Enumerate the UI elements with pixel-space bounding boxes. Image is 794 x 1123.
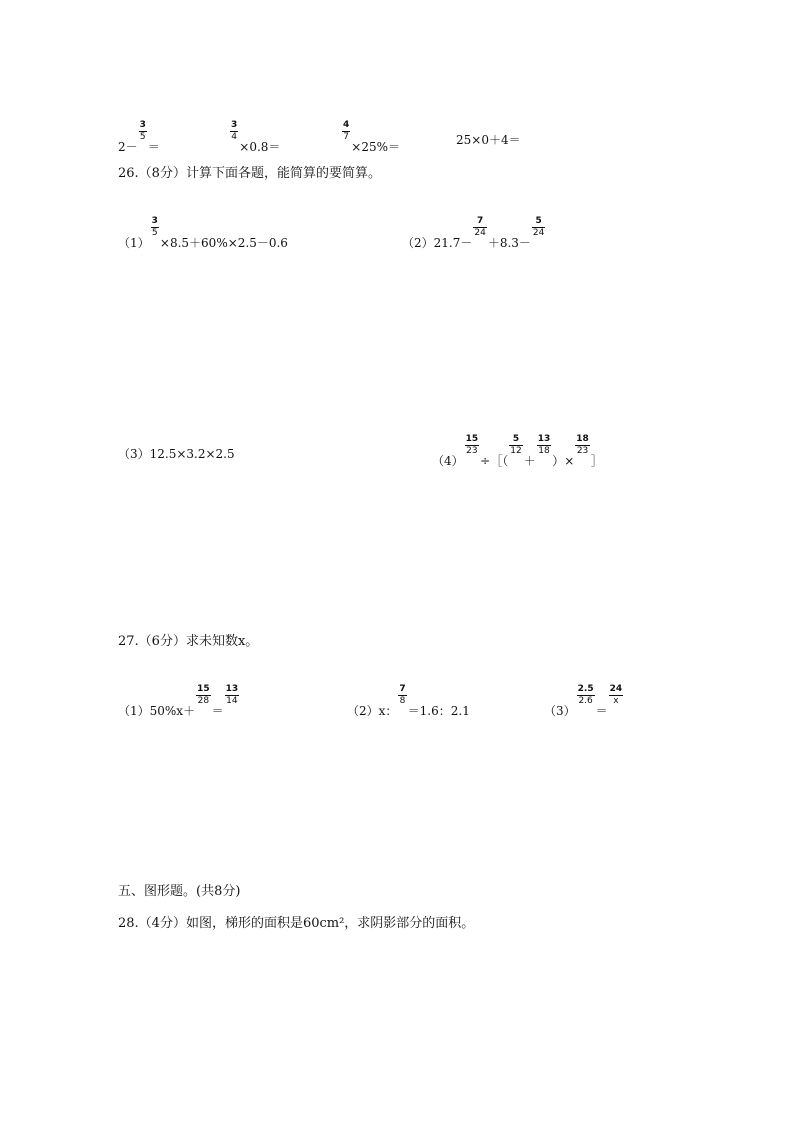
fraction: $\frac{7}{8}$ xyxy=(399,684,406,706)
q26-title: 26.（8分）计算下面各题，能简算的要简算。 xyxy=(118,166,381,181)
q26-part1: （1） $\frac{3}{5}$ ×8.5＋60%×2.5－0.6 xyxy=(118,216,288,250)
oral-item-1-suffix: ＝ xyxy=(147,140,160,154)
q27-title: 27.（6分）求未知数x。 xyxy=(118,634,259,649)
q27-part1: （1）50%x＋ $\frac{15}{28}$ ＝ $\frac{13}{14}$ xyxy=(118,684,239,718)
oral-item-3-suffix: ×25%＝ xyxy=(351,140,400,154)
q28-title: 28.（4分）如图，梯形的面积是60cm²，求阴影部分的面积。 xyxy=(118,916,475,931)
oral-item-1 xyxy=(118,120,160,155)
q26-part2: （2）21.7－ $\frac{7}{24}$ ＋8.3－ $\frac{5}{24}$ xyxy=(402,216,545,250)
oral-item-2 xyxy=(229,120,281,155)
oral-item-1-prefix: 2－ xyxy=(118,140,138,154)
fraction: $\frac{5}{24}$ xyxy=(532,216,545,238)
oral-item-3 xyxy=(341,120,400,155)
fraction: $\frac{7}{24}$ xyxy=(474,216,486,238)
q26-part4: （4） $\frac{15}{23}$ ÷［（ $\frac{5}{12}$ ＋ $\frac{13}{18}$ ）× $\frac{18}{23}$ ］ xyxy=(432,434,603,468)
fraction: $\frac{5}{12}$ xyxy=(510,434,522,456)
fraction: $\frac{18}{23}$ xyxy=(576,434,589,456)
q27-part3: （3） $\frac{2.5}{2.6}$ ＝ $\frac{24}{x}$ xyxy=(544,684,623,718)
q27-part2: （2）x： $\frac{7}{8}$ ＝1.6：2.1 xyxy=(347,684,470,718)
fraction: $\frac{24}{x}$ xyxy=(609,684,623,706)
fraction: $\frac{3}{4}$ xyxy=(231,120,238,142)
fraction: $\frac{2.5}{2.6}$ xyxy=(577,684,594,706)
section5-title: 五、图形题。(共8分) xyxy=(118,884,241,899)
q26-part3: （3）12.5×3.2×2.5 xyxy=(118,447,235,461)
fraction: $\frac{3}{5}$ xyxy=(151,216,158,238)
fraction: $\frac{3}{5}$ xyxy=(139,120,146,142)
oral-item-2-suffix: ×0.8＝ xyxy=(239,140,281,154)
fraction: $\frac{4}{7}$ xyxy=(343,120,350,142)
oral-item-4: 25×0＋4＝ xyxy=(456,133,521,147)
fraction: $\frac{15}{28}$ xyxy=(197,684,210,706)
fraction: $\frac{13}{14}$ xyxy=(225,684,239,706)
fraction: $\frac{13}{18}$ xyxy=(537,434,551,456)
fraction: $\frac{15}{23}$ xyxy=(465,434,479,456)
